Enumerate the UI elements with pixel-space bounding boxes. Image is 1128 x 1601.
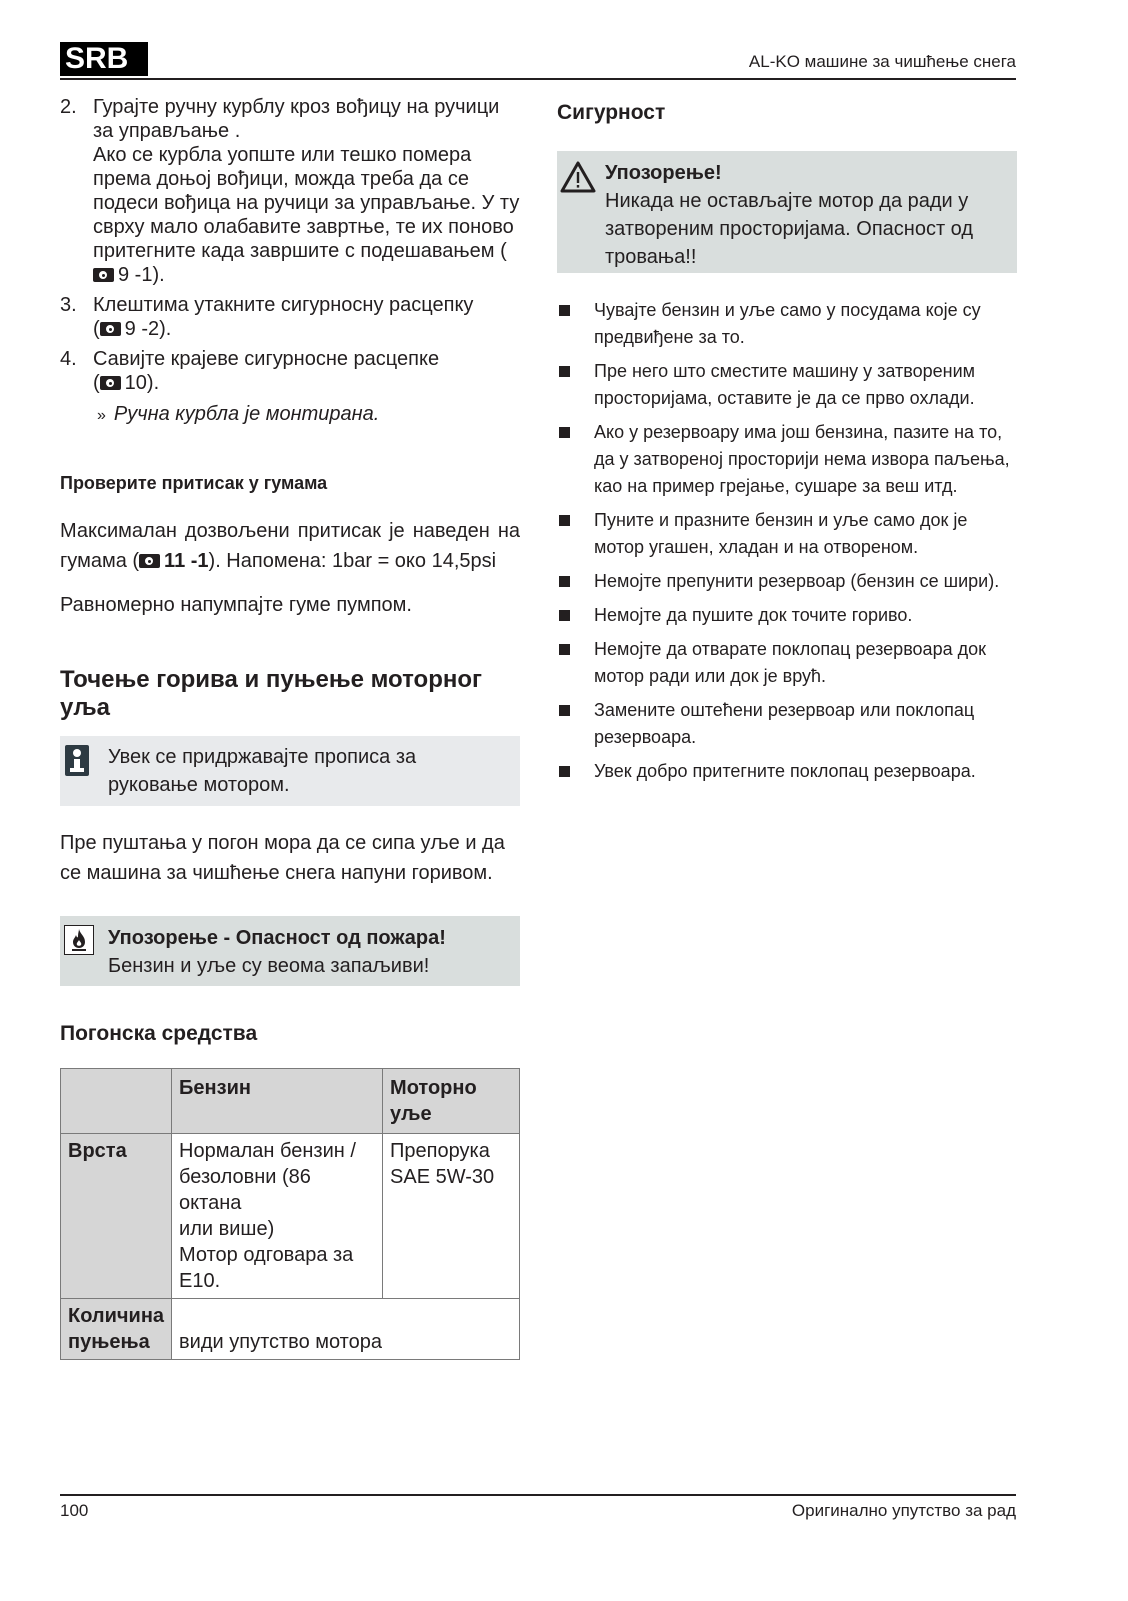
bullet-square-icon	[559, 515, 570, 526]
list-item-text: Пуните и празните бензин и уље само док је мотор угашен, хладан и на отвореном.	[594, 510, 968, 557]
result-marker: »	[97, 407, 106, 424]
bullet-square-icon	[559, 366, 570, 377]
quantity-cell: види упутство мотора	[172, 1299, 520, 1360]
fire-warning-text: Бензин и уље су веома запаљиви!	[108, 955, 430, 977]
step-2	[60, 95, 520, 287]
tire-text-part: Максималан дозвољени притисак је наведен на гумама (	[60, 520, 520, 572]
page-number: 100	[60, 1501, 89, 1520]
camera-icon	[100, 322, 121, 336]
petrol-type-cell	[172, 1134, 383, 1299]
list-item	[557, 758, 1017, 785]
paren: (	[93, 318, 100, 340]
step-number: 2.	[60, 96, 77, 118]
safety-warning-box	[557, 151, 1017, 273]
list-item-text: Чувајте бензин и уље само у посудама које су предвиђене за то.	[594, 300, 981, 347]
step-3	[60, 293, 520, 341]
step-detail: Ако се курбла уопште или тешко помера према доњој вођици, можда треба да се подеси вођица на ручици за управљање. У ту сврху мало олабавите завртње, те их поново притегните када завршите с подешавањем (	[93, 144, 520, 262]
cell-line: или више)	[179, 1218, 275, 1240]
bullet-square-icon	[559, 576, 570, 587]
cell-line: безоловни (86 октана	[179, 1166, 311, 1214]
figure-ref: 11 -1	[164, 550, 209, 572]
table-row	[61, 1299, 520, 1360]
cell-line: SAE 5W-30	[390, 1166, 495, 1188]
warning-triangle-icon	[560, 161, 596, 193]
fire-warning-title: Упозорење - Опасност од пожара!	[108, 927, 446, 949]
list-item-text: Немојте да пушите док точите гориво.	[594, 605, 913, 625]
fire-warning-box	[60, 916, 520, 986]
bullet-square-icon	[559, 427, 570, 438]
camera-icon	[93, 268, 114, 282]
list-item	[557, 358, 1017, 412]
list-item	[557, 636, 1017, 690]
figure-ref: 9 -1).	[118, 264, 165, 286]
bullet-square-icon	[559, 610, 570, 621]
fuels-heading: Погонска средства	[60, 1022, 258, 1045]
bullet-square-icon	[559, 766, 570, 777]
fire-hazard-icon	[64, 925, 94, 955]
bullet-square-icon	[559, 644, 570, 655]
tire-pressure-heading: Проверите притисак у гумама	[60, 473, 328, 493]
info-icon	[65, 745, 89, 776]
list-item	[557, 697, 1017, 751]
bullet-square-icon	[559, 305, 570, 316]
step-number: 4.	[60, 348, 77, 370]
list-item	[557, 297, 1017, 351]
fuel-section-heading: Точење горива и пуњење моторног уља	[60, 666, 483, 721]
list-item	[557, 602, 1017, 629]
table-row	[61, 1134, 520, 1299]
step-4	[60, 347, 520, 395]
oil-type-cell	[383, 1134, 520, 1299]
info-note-text: Увек се придржавајте прописа за руковање мотором.	[108, 746, 417, 796]
step-number: 3.	[60, 294, 77, 316]
tire-text-part: ). Напомена: 1bar = око 14,5psi	[208, 550, 497, 572]
list-item-text: Замените оштећени резервоар или поклопац резервоара.	[594, 700, 975, 747]
list-item-text: Ако у резервоару има још бензина, пазите на то, да у затвореној просторији нема извора паљења, као на пример грејање, сушаре за веш итд.	[594, 422, 1010, 496]
figure-ref: 9 -2).	[124, 318, 172, 340]
row-label-quantity	[61, 1299, 172, 1360]
fuels-table	[60, 1068, 520, 1360]
left-column	[60, 95, 520, 1360]
bullet-square-icon	[559, 705, 570, 716]
tire-pressure-text	[60, 516, 520, 576]
page-footer	[60, 1494, 1016, 1520]
header-title: AL-KO машине за чишћење снега	[748, 52, 1016, 71]
step-text: Клештима утакните сигурносну расцепку	[93, 294, 474, 316]
list-item	[557, 419, 1017, 500]
step-text: Савијте крајеве сигурносне расцепке	[93, 348, 440, 370]
camera-icon	[100, 376, 121, 390]
safety-warning-text: Никада не остављајте мотор да ради у затвореним просторијама. Опасност од тровања!!	[605, 190, 974, 268]
cell-line: пуњења	[68, 1331, 150, 1353]
tire-inflate-text: Равномерно напумпајте гуме пумпом.	[60, 594, 412, 616]
step-text: Гурајте ручну курблу кроз вођицу на ручици за управљање .	[93, 96, 500, 142]
paren: (	[93, 372, 100, 394]
result-text: Ручна курбла је монтирана.	[113, 403, 380, 425]
cell-line: Препорука	[390, 1140, 490, 1162]
fuel-intro-text: Пре пуштања у погон мора да се сипа уље и да се машина за чишћење снега напуни горивом.	[60, 832, 505, 884]
camera-icon	[139, 554, 160, 568]
row-label-type: Врста	[61, 1134, 172, 1299]
safety-list	[557, 297, 1017, 785]
list-item	[557, 568, 1017, 595]
cell-line: Мотор одговара за	[179, 1244, 354, 1266]
list-item-text: Немојте да отварате поклопац резервоара док мотор ради или док је врућ.	[594, 639, 986, 686]
table-header-empty	[61, 1069, 172, 1134]
list-item-text: Увек добро притегните поклопац резервоара.	[594, 761, 976, 781]
cell-line: E10.	[179, 1270, 221, 1292]
footer-doc-title: Оригинално упутство за рад	[791, 1501, 1016, 1520]
safety-warning-title: Упозорење!	[605, 162, 722, 184]
table-header-petrol: Бензин	[172, 1069, 383, 1134]
list-item	[557, 507, 1017, 561]
language-badge: SRB	[60, 42, 148, 76]
cell-line: Количина	[68, 1305, 165, 1327]
table-header-row	[61, 1069, 520, 1134]
list-item-text: Пре него што сместите машину у затвореним просторијама, оставите је да се прво охлади.	[594, 361, 976, 408]
list-item-text: Немојте препунити резервоар (бензин се шири).	[594, 571, 1000, 591]
table-header-oil: Моторно уље	[383, 1069, 520, 1134]
info-note-box	[60, 736, 520, 806]
figure-ref: 10).	[124, 372, 160, 394]
step-result	[60, 401, 520, 429]
right-column	[557, 95, 1017, 792]
cell-line: Нормалан бензин /	[179, 1140, 356, 1162]
page-header	[60, 42, 1016, 80]
safety-heading: Сигурност	[557, 101, 666, 124]
